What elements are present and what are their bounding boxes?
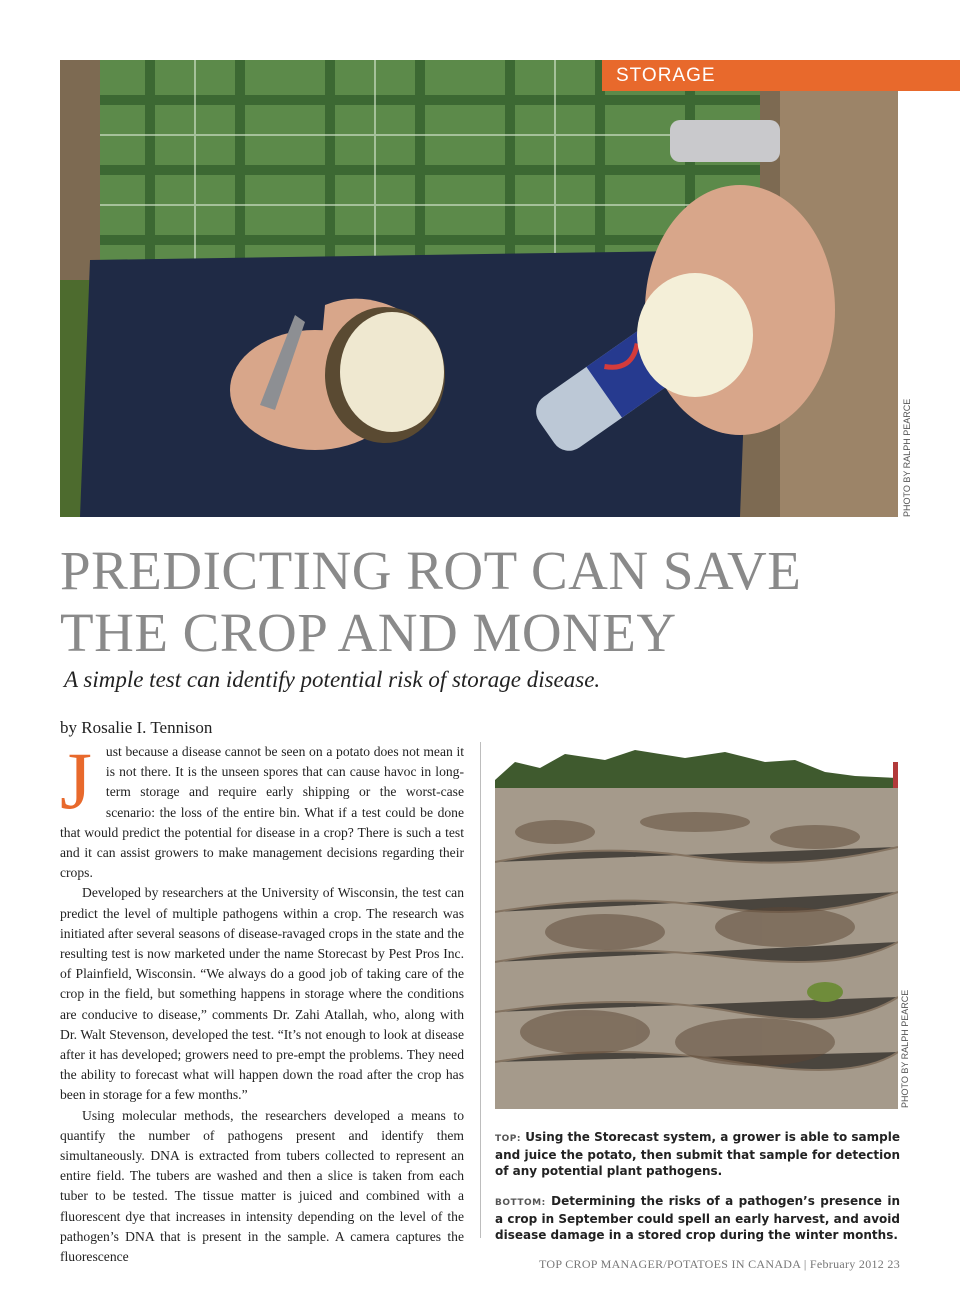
field-photo-illustration	[495, 742, 898, 1109]
field-photo	[495, 742, 898, 1109]
photo-captions	[495, 1129, 900, 1257]
column-divider	[480, 742, 481, 1238]
byline: by Rosalie I. Tennison	[60, 718, 213, 737]
title-line-2: THE CROP AND MONEY	[60, 602, 677, 663]
article-body	[60, 735, 464, 1267]
caption-bottom-label: BOTTOM:	[495, 1198, 546, 1208]
hero-photo-credit: PHOTO BY RALPH PEARCE	[902, 398, 912, 517]
field-photo-credit: PHOTO BY RALPH PEARCE	[900, 989, 910, 1108]
dropcap: J	[60, 735, 92, 826]
paragraph-3: Using molecular methods, the researchers developed a means to quantify the number of pathogens present and identify them simultaneously. DNA is extracted from tubers collected to represent an entire field. The tubers are washed and then a slice is taken from each tuber to be tested. The tissue matter is juiced and combined with a fluorescent dye that increases in intensity depending on the level of the pathogen’s DNA that is present in the sample. A camera captures the fluorescence	[60, 1107, 464, 1265]
paragraph-2: Developed by researchers at the University of Wisconsin, the test can predict the level of multiple pathogens within a crop. The research was initiated after several seasons of disease-ravaged crops in the state and the resulting test is now marketed under the name Storecast by Pest Pros Inc. of Plainfield, Wisconsin. “We always do a good job of taking care of the crop in the field, but something happens in storage where the conditions are conducive to disease,” comments Dr. Zahi Atallah, who, along with Dr. Walt Stevenson, developed the test. “It’s not enough to look at disease after it has developed; growers need to pre-empt the problems. They need the ability to forecast what will happen down the road after the crop has been in storage for a few months.”	[60, 885, 464, 1103]
caption-bottom	[495, 1193, 900, 1243]
caption-top-label: TOP:	[495, 1134, 521, 1144]
paragraph-1-text: ust because a disease cannot be seen on a potato does not mean it is not there. It is the unseen spores that can cause havoc in long-term storage and require early shipping or the worst-case scenario: the loss of the entire bin. What if a test could be done that would predict the potential for disease in a crop? There is such a test and it can assist growers to make management decisions regarding their crops.	[60, 744, 464, 881]
hero-photo-illustration	[60, 60, 898, 517]
page-footer: TOP CROP MANAGER/POTATOES IN CANADA | February 2012 23	[539, 1257, 900, 1271]
caption-top-text: Using the Storecast system, a grower is able to sample and juice the potato, then submit that sample for detection of any potential plant pathogens.	[495, 1130, 900, 1178]
section-tag: STORAGE	[602, 60, 960, 91]
title-line-1: PREDICTING ROT CAN SAVE	[60, 540, 802, 601]
paragraph-1	[60, 735, 464, 883]
article-subtitle: A simple test can identify potential risk of storage disease.	[64, 667, 601, 692]
caption-bottom-text: Determining the risks of a pathogen’s presence in a crop in September could spell an early harvest, and avoid disease damage in a stored crop during the winter months.	[495, 1194, 900, 1242]
caption-top	[495, 1129, 900, 1179]
hero-photo	[60, 60, 898, 517]
article-title	[60, 540, 920, 664]
